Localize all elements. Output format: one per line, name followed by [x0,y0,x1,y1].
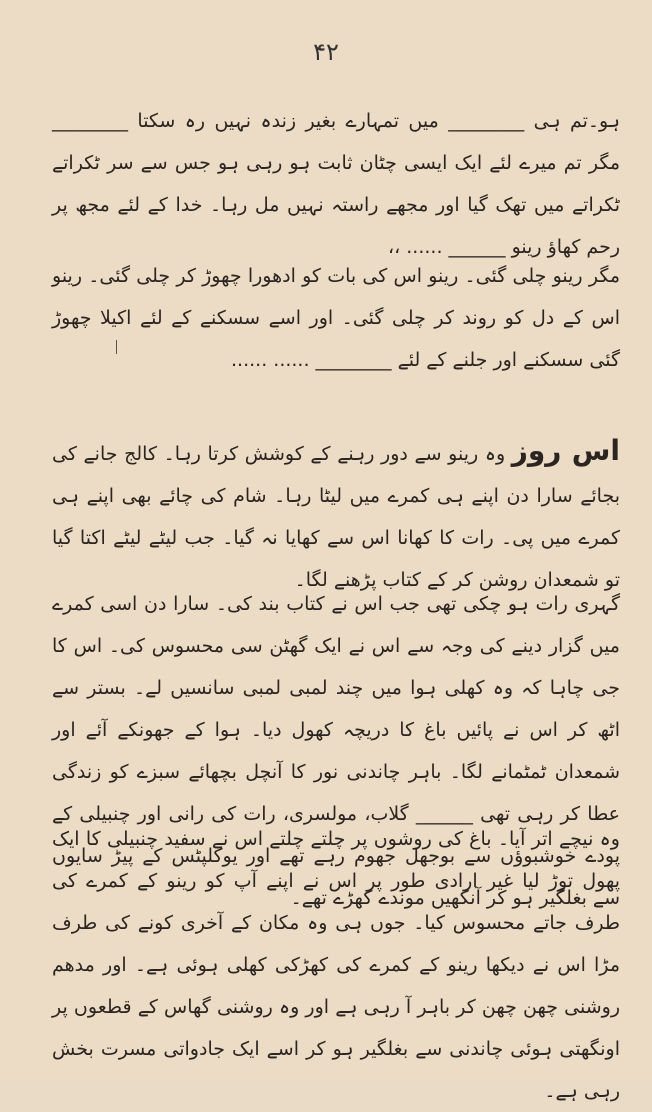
paragraph-text: ہو۔تم ہی ________ میں تمہارے بغیر زندہ نہیں رہ سکتا ________ مگر تم میرے لئے ایک ایسی چٹان ثابت ہو رہی ہو جس سے سر ٹکراتے ٹکراتے میں تھک گیا اور مجھے راستہ نہیں مل رہا۔ خدا کے لئے مجھ پر رحم کھاؤ رینو ______ ...... ،، [52,110,620,258]
paragraph-lead: اس روز [511,434,620,467]
paragraph-text: مگر رینو چلی گئی۔ رینو اس کی بات کو ادھورا چھوڑ کر چلی گئی۔ رینو اس کے دل کو روند کر چلی گئی۔ اور اسے سسکنے کے لئے اکیلا چھوڑ گئی سسکنے اور جلنے کے لئے ________ ...... ...... [52,265,620,371]
paragraph-text: وہ نیچے اتر آیا۔ باغ کی روشوں پر چلتے چلتے اس نے سفید چنبیلی کا ایک پھول توڑ لیا غیر ارادی طور پر اس نے اپنے آپ کو رینو کے کمرے کی طرف جاتے محسوس کیا۔ جوں ہی وہ مکان کے آخری کونے کی طرف مڑا اس نے دیکھا رینو کے کمرے کی کھڑکی کھلی ہوئی ہے۔ اور مدھم روشنی چھن چھن کر باہر آ رہی ہے اور وہ روشنی گھاس کے قطعوں پر اونگھتی ہوئی چاندنی سے بغلگیر ہو کر اسے ایک جادواتی مسرت بخش رہی ہے۔ [52,828,620,1102]
paragraph-5 [52,818,620,1112]
paragraph-text: گہری رات ہو چکی تھی جب اس نے کتاب بند کی۔ سارا دن اسی کمرے میں گزار دینے کی وجہ سے اس نے ایک گھٹن سی محسوس کی۔ اس کا جی چاہا کہ وہ کھلی ہوا میں چند لمبی لمبی سانسیں لے۔ بستر سے اٹھ کر اس نے پائیں باغ کا دریچہ کھول دیا۔ ہوا کے جھونکے آئے اور شمعدان ٹمٹمانے لگا۔ باہر چاندنی نور کا آنچل بچھائے سبزے کو زندگی عطا کر رہی تھی ______ گلاب، مولسری، رات کی رانی اور چنبیلی کے پودے خوشبوؤں سے بوجھل جھوم رہے تھے اور یوکلپٹس کے پیڑ سایوں سے بغلگیر ہو کر آنکھیں موندے کھڑے تھے۔ [52,593,620,909]
paragraph-text [52,430,620,601]
pencil-mark [116,340,117,354]
paragraph-3 [52,430,620,601]
page-number: ۴۲ [313,38,339,66]
paragraph-2 [52,255,620,381]
paragraph-1 [52,100,620,268]
paragraph-body: وہ رینو سے دور رہنے کے کوشش کرتا رہا۔ کالج جانے کی بجائے سارا دن اپنے ہی کمرے میں لیٹا رہا۔ شام کی چائے بھی اپنے ہی کمرے میں پی۔ رات کا کھانا اس سے کھایا نہ گیا۔ جب لیٹے لیٹے اکتا گیا تو شمعدان روشن کر کے کتاب پڑھنے لگا۔ [52,443,620,591]
